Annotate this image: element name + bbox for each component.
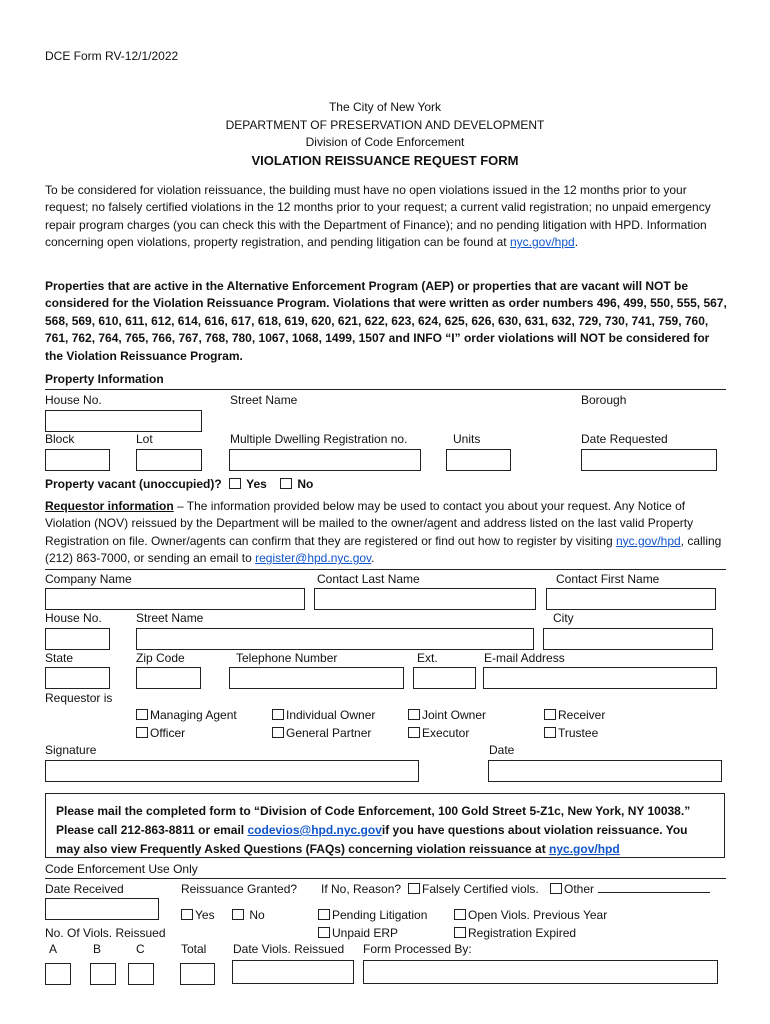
open-viols-label: Open Viols. Previous Year	[468, 908, 608, 922]
house-no-field[interactable]	[45, 410, 202, 432]
requestor-link-2[interactable]: register@hpd.nyc.gov	[255, 551, 372, 566]
contact-last-field[interactable]	[314, 588, 536, 610]
checkbox-icon[interactable]	[232, 909, 244, 920]
aep-notice: Properties that are active in the Alternative Enforcement Program (AEP) or properties that are vacant will NOT be considered for the Violation Reissuance Program. Violations that were written as order numbers 496, 499, 550, 555, 567, 568, 569, 610, 611, 612, 614, 616, 617, 618, 619, 620, 621, 622, 623, 624, 625, 626, 630, 631, 632, 729, 730, 741, 759, 760, 761, 762, 764, 765, 766, 767, 768, 780, 1067, 1068, 1499, 1507 and INFO “I” order violations will NOT be considered for the Violation Reissuance Program.	[45, 279, 727, 363]
mail-notice-text-2: if you have questions about violation reissuance. You may also view Frequently Asked Questions (FAQs) concerning violation reissuance at	[56, 823, 688, 856]
req-house-no-label: House No.	[45, 611, 102, 625]
requestor-is-label: Requestor is	[45, 691, 113, 705]
checkbox-icon[interactable]	[544, 709, 556, 720]
granted-yes-label: Yes	[195, 908, 215, 922]
contact-last-label: Contact Last Name	[317, 572, 420, 586]
trustee-label: Trustee	[558, 726, 599, 740]
req-street-name-label: Street Name	[136, 611, 204, 625]
ext-field[interactable]	[413, 667, 476, 689]
date-requested-label: Date Requested	[581, 432, 668, 446]
vacant-yes-label: Yes	[246, 477, 267, 491]
checkbox-icon[interactable]	[229, 478, 241, 489]
checkbox-icon[interactable]	[280, 478, 292, 489]
divider	[45, 389, 726, 390]
city-field[interactable]	[543, 628, 713, 650]
checkbox-icon[interactable]	[454, 927, 466, 938]
checkbox-icon[interactable]	[408, 883, 420, 894]
vacant-question: Property vacant (unoccupied)?	[45, 477, 222, 491]
other-blank-line[interactable]	[598, 883, 710, 893]
company-name-field[interactable]	[45, 588, 305, 610]
signature-field[interactable]	[45, 760, 419, 782]
mail-notice-text-1: Please mail the completed form to “Division of Code Enforcement, 100 Gold Street 5-Z1c, New York, NY 10038.” Please call 212-863-8811 or email	[56, 804, 691, 837]
checkbox-icon[interactable]	[272, 727, 284, 738]
receiver-label: Receiver	[558, 708, 606, 722]
reason-pending-litigation[interactable]	[318, 908, 427, 922]
house-no-label: House No.	[45, 393, 102, 407]
type-general-partner[interactable]	[272, 726, 371, 740]
contact-first-label: Contact First Name	[556, 572, 660, 586]
req-street-name-field[interactable]	[136, 628, 534, 650]
intro-text: To be considered for violation reissuance, the building must have no open violations issued in the 12 months prior to your request; no falsely certified violations in the 12 months prior to your request; a current valid registration; no unpaid emergency repair program charges (you can check this with the Department of Finance); and no pending litigation with HPD. Information concerning open violations, property registration, and pending litigation can be found at	[45, 183, 711, 250]
contact-first-field[interactable]	[546, 588, 716, 610]
unpaid-erp-label: Unpaid ERP	[332, 926, 399, 940]
form-id: DCE Form RV-12/1/2022	[45, 49, 179, 63]
executor-label: Executor	[422, 726, 470, 740]
vacant-no[interactable]	[280, 477, 313, 491]
checkbox-icon[interactable]	[136, 709, 148, 720]
date-field[interactable]	[488, 760, 722, 782]
col-c-label: C	[136, 942, 145, 956]
checkbox-icon[interactable]	[408, 709, 420, 720]
state-field[interactable]	[45, 667, 110, 689]
processed-by-label: Form Processed By:	[363, 942, 472, 956]
mdr-field[interactable]	[229, 449, 421, 471]
requestor-text-1: – The information provided below may be used to contact you about your request. Any Notice of Violation (NOV) reissued by the Department will be mailed to the owner/agent and address listed on the last valid Property Registration on file. Owner/agents can confirm that they are registered or find out how to register by visiting	[45, 499, 694, 548]
req-house-no-field[interactable]	[45, 628, 110, 650]
vacant-yes[interactable]	[229, 477, 267, 491]
requestor-link-1[interactable]: nyc.gov/hpd	[615, 533, 681, 548]
requestor-paragraph	[45, 498, 730, 568]
divider	[45, 878, 726, 879]
processed-by-field[interactable]	[363, 960, 718, 984]
intro-link[interactable]: nyc.gov/hpd	[509, 235, 575, 250]
ext-label: Ext.	[417, 651, 438, 665]
date-received-label: Date Received	[45, 882, 124, 896]
reissuance-granted-label: Reissuance Granted?	[181, 882, 298, 896]
date-viols-field[interactable]	[232, 960, 354, 984]
divider	[45, 569, 726, 570]
phone-field[interactable]	[229, 667, 404, 689]
joint-owner-label: Joint Owner	[422, 708, 487, 722]
borough-label: Borough	[581, 393, 627, 407]
intro-paragraph	[45, 182, 730, 252]
individual-owner-label: Individual Owner	[286, 708, 376, 722]
email-label: E-mail Address	[484, 651, 565, 665]
checkbox-icon[interactable]	[136, 727, 148, 738]
checkbox-icon[interactable]	[318, 909, 330, 920]
reason-open-viols[interactable]	[454, 908, 607, 922]
checkbox-icon[interactable]	[272, 709, 284, 720]
requestor-heading: Requestor information	[45, 499, 174, 513]
division-name: Division of Code Enforcement	[305, 135, 465, 149]
phone-label: Telephone Number	[236, 651, 338, 665]
lot-field[interactable]	[136, 449, 202, 471]
date-received-field[interactable]	[45, 898, 159, 920]
viols-a-field[interactable]	[45, 963, 71, 985]
type-receiver[interactable]	[544, 708, 605, 722]
col-a-label: A	[49, 942, 58, 956]
date-viols-label: Date Viols. Reissued	[233, 942, 345, 956]
falsely-certified-label: Falsely Certified viols.	[422, 882, 539, 896]
granted-no[interactable]	[232, 908, 265, 922]
property-heading: Property Information	[45, 372, 164, 386]
officer-label: Officer	[150, 726, 186, 740]
viols-total-field[interactable]	[180, 963, 215, 985]
date-requested-field[interactable]	[581, 449, 717, 471]
granted-yes[interactable]	[181, 908, 215, 922]
signature-label: Signature	[45, 743, 97, 757]
type-individual-owner[interactable]	[272, 708, 375, 722]
zip-field[interactable]	[136, 667, 201, 689]
type-officer[interactable]	[136, 726, 185, 740]
requestor-text-3: .	[371, 551, 375, 566]
checkbox-icon[interactable]	[550, 883, 562, 894]
if-no-reason-label: If No, Reason?	[321, 882, 402, 896]
managing-agent-label: Managing Agent	[150, 708, 237, 722]
date-label: Date	[489, 743, 515, 757]
checkbox-icon[interactable]	[408, 727, 420, 738]
requestor-text-2: , calling (212) 863-7000, or sending an email to	[45, 533, 722, 566]
registration-expired-label: Registration Expired	[468, 926, 577, 940]
checkbox-icon[interactable]	[454, 909, 466, 920]
total-label: Total	[181, 942, 207, 956]
street-name-label: Street Name	[230, 393, 298, 407]
type-executor[interactable]	[408, 726, 469, 740]
type-joint-owner[interactable]	[408, 708, 486, 722]
block-field[interactable]	[45, 449, 110, 471]
city-name: The City of New York	[328, 100, 442, 114]
mail-notice	[45, 793, 725, 858]
email-field[interactable]	[483, 667, 717, 689]
city-label: City	[553, 611, 574, 625]
reason-registration-expired[interactable]	[454, 926, 576, 940]
page-title: VIOLATION REISSUANCE REQUEST FORM	[251, 153, 519, 168]
reason-other[interactable]	[550, 882, 710, 896]
general-partner-label: General Partner	[286, 726, 372, 740]
vacant-no-label: No	[297, 477, 314, 491]
checkbox-icon[interactable]	[181, 909, 193, 920]
zip-label: Zip Code	[136, 651, 185, 665]
type-trustee[interactable]	[544, 726, 598, 740]
reason-falsely-certified[interactable]	[408, 882, 539, 896]
viols-b-field[interactable]	[90, 963, 116, 985]
block-label: Block	[45, 432, 75, 446]
mdr-label: Multiple Dwelling Registration no.	[230, 432, 408, 446]
col-b-label: B	[93, 942, 102, 956]
pending-litigation-label: Pending Litigation	[332, 908, 428, 922]
viols-c-field[interactable]	[128, 963, 154, 985]
type-managing-agent[interactable]	[136, 708, 237, 722]
checkbox-icon[interactable]	[544, 727, 556, 738]
checkbox-icon[interactable]	[318, 927, 330, 938]
office-use-heading: Code Enforcement Use Only	[45, 862, 198, 876]
units-field[interactable]	[446, 449, 511, 471]
state-label: State	[45, 651, 74, 665]
mail-notice-link[interactable]: nyc.gov/hpd	[549, 842, 620, 856]
units-label: Units	[453, 432, 481, 446]
intro-end: .	[574, 235, 579, 250]
reason-unpaid-erp[interactable]	[318, 926, 398, 940]
other-label: Other	[564, 882, 595, 896]
department-name: DEPARTMENT OF PRESERVATION AND DEVELOPMENT	[225, 118, 545, 132]
company-name-label: Company Name	[45, 572, 132, 586]
mail-notice-email[interactable]: codevios@hpd.nyc.gov	[247, 823, 382, 837]
lot-label: Lot	[136, 432, 153, 446]
no-viols-label: No. Of Viols. Reissued	[45, 926, 166, 940]
granted-no-label: No	[249, 908, 265, 922]
